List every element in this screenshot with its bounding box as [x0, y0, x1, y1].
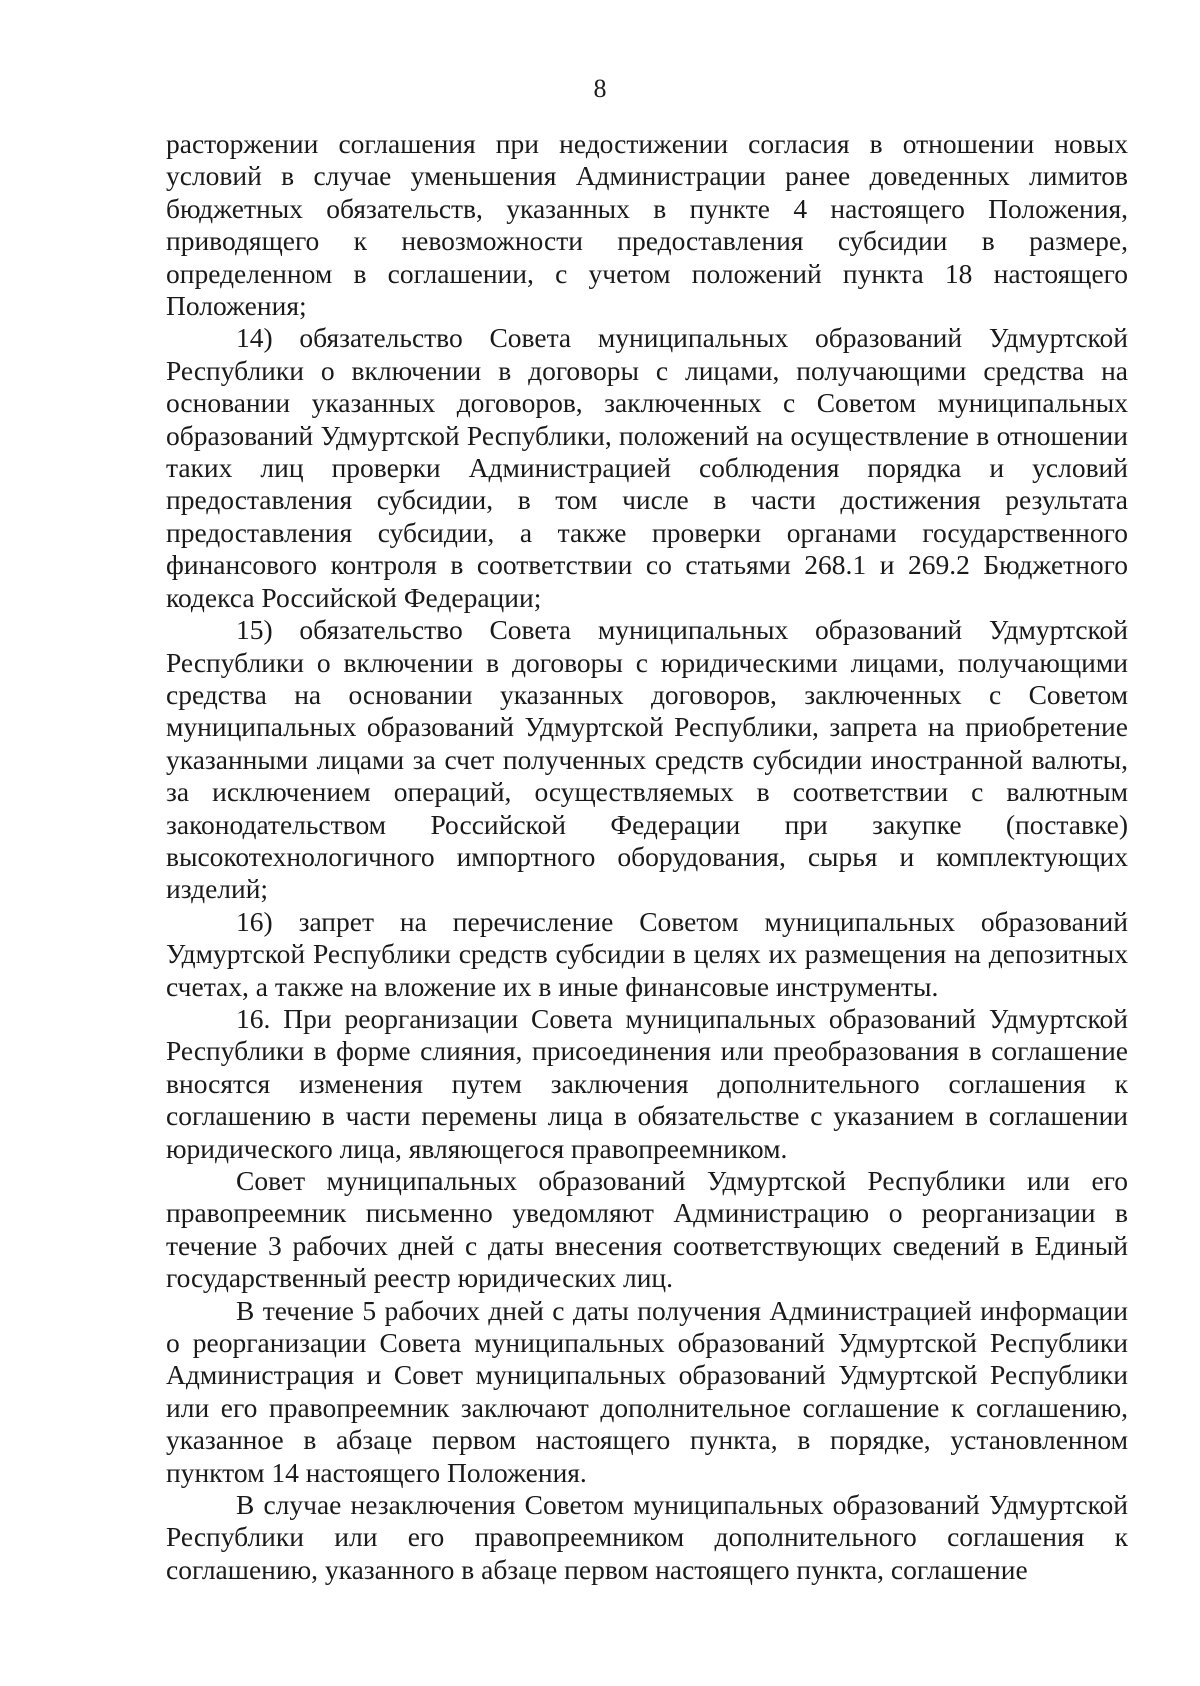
- paragraph-non-conclusion: В случае незаключения Советом муниципальных образований Удмуртской Республики или его правопреемником дополнительного соглашения к соглашению, указанного в абзаце первом настоящего пункта, соглашение: [166, 1489, 1128, 1585]
- page-number: 8: [593, 74, 607, 103]
- paragraph-additional-agreement: В течение 5 рабочих дней с даты получения Администрацией информации о реорганизации Совета муниципальных образований Удмуртской Республики Администрация и Совет муниципальных образований Удмуртской Республики или его правопреемник заключают дополнительное соглашение к соглашению, указанное в абзаце первом настоящего пункта, в порядке, установленном пунктом 14 настоящего Положения.: [166, 1294, 1128, 1488]
- paragraph-clause-16: 16. При реорганизации Совета муниципальных образований Удмуртской Республики в форме слияния, присоединения или преобразования в соглашение вносятся изменения путем заключения дополнительного соглашения к соглашению в части перемены лица в обязательстве с указанием в соглашении юридического лица, являющегося правопреемником.: [166, 1002, 1128, 1164]
- paragraph-item-16: 16) запрет на перечисление Советом муниципальных образований Удмуртской Республики средств субсидии в целях их размещения на депозитных счетах, а также на вложение их в иные финансовые инструменты.: [166, 905, 1128, 1002]
- paragraph-item-14: 14) обязательство Совета муниципальных образований Удмуртской Республики о включении в договоры с лицами, получающими средства на основании указанных договоров, заключенных с Советом муниципальных образований Удмуртской Республики, положений на осуществление в отношении таких лиц проверки Администрацией соблюдения порядка и условий предоставления субсидии, в том числе в части достижения результата предоставления субсидии, а также проверки органами государственного финансового контроля в соответствии со статьями 268.1 и 269.2 Бюджетного кодекса Российской Федерации;: [166, 322, 1128, 613]
- paragraph-notification: Совет муниципальных образований Удмуртской Республики или его правопреемник письменно уведомляют Администрацию о реорганизации в течение 3 рабочих дней с даты внесения соответствующих сведений в Единый государственный реестр юридических лиц.: [166, 1165, 1128, 1294]
- paragraph-continuation: расторжении соглашения при недостижении согласия в отношении новых условий в случае уменьшения Администрации ранее доведенных лимитов бюджетных обязательств, указанных в пункте 4 настоящего Положения, приводящего к невозможности предоставления субсидии в размере, определенном в соглашении, с учетом положений пункта 18 настоящего Положения;: [166, 128, 1128, 322]
- document-body: [166, 128, 1128, 1586]
- paragraph-item-15: 15) обязательство Совета муниципальных образований Удмуртской Республики о включении в договоры с юридическими лицами, получающими средства на основании указанных договоров, заключенных с Советом муниципальных образований Удмуртской Республики, запрета на приобретение указанными лицами за счет полученных средств субсидии иностранной валюты, за исключением операций, осуществляемых в соответствии с валютным законодательством Российской Федерации при закупке (поставке) высокотехнологичного импортного оборудования, сырья и комплектующих изделий;: [166, 614, 1128, 905]
